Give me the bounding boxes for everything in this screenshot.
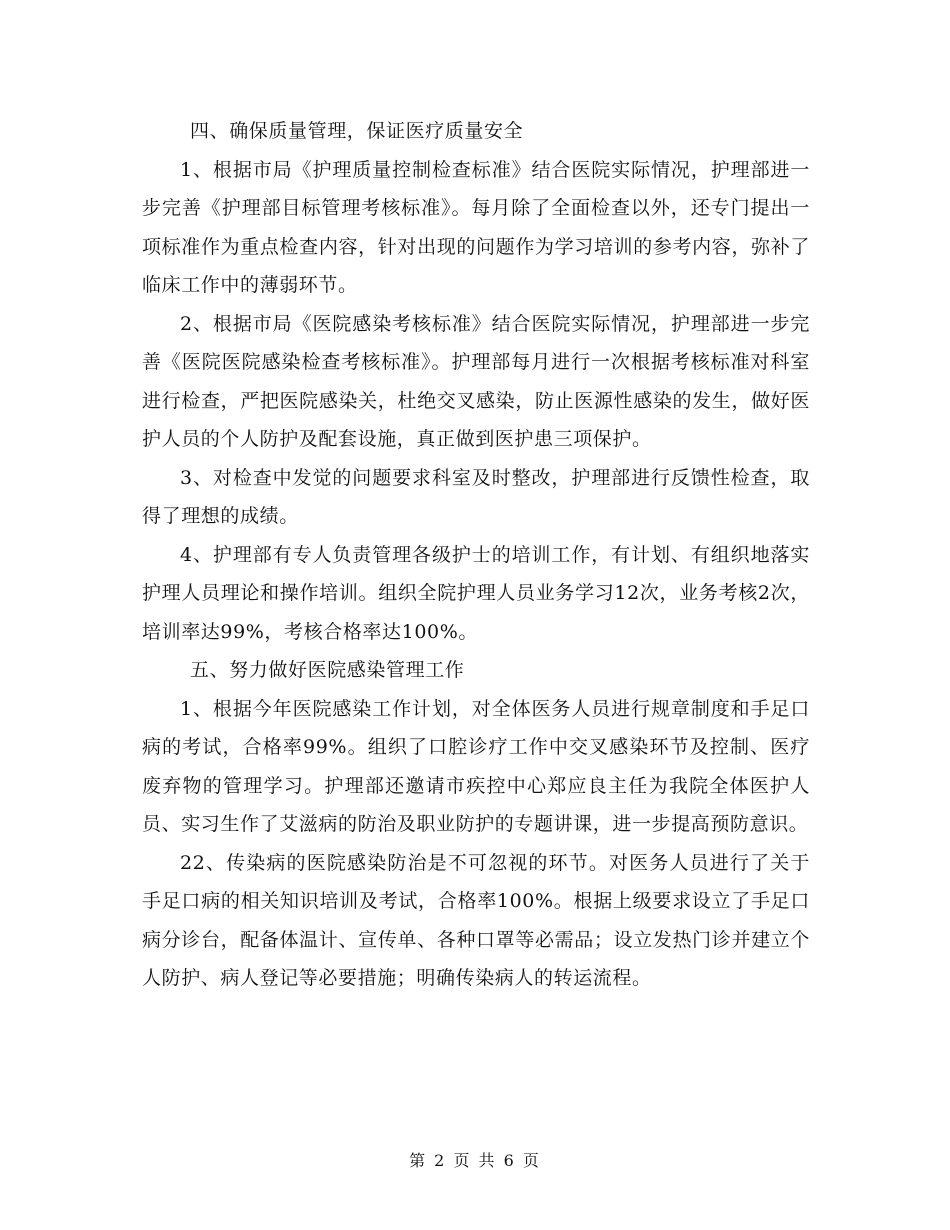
paragraph-quality-2: 2、根据市局《医院感染考核标准》结合医院实际情况，护理部进一步完善《医院医院感染检查考核标准》。护理部每月进行一次根据考核标准对科室进行检查，严把医院感染关，杜绝交叉感染，防止医源性感染的发生，做好医护人员的个人防护及配套设施，真正做到医护患三项保护。: [142, 312, 810, 450]
page-number-footer: 第 2 页 共 6 页: [409, 1151, 541, 1170]
paragraph-quality-1: 1、根据市局《护理质量控制检查标准》结合医院实际情况，护理部进一步完善《护理部目标管理考核标准》。每月除了全面检查以外，还专门提出一项标准作为重点检查内容，针对出现的问题作为学习培训的参考内容，弥补了临床工作中的薄弱环节。: [142, 158, 810, 296]
document-body: [142, 112, 810, 998]
paragraph-quality-4: 4、护理部有专人负责管理各级护士的培训工作，有计划、有组织地落实护理人员理论和操作培训。组织全院护理人员业务学习12次，业务考核2次，培训率达99%，考核合格率达100%。: [142, 543, 810, 643]
paragraph-quality-3: 3、对检查中发觉的问题要求科室及时整改，护理部进行反馈性检查，取得了理想的成绩。: [142, 466, 810, 527]
section-heading-infection: 五、努力做好医院感染管理工作: [190, 659, 465, 681]
section-heading-quality: 四、确保质量管理，保证医疗质量安全: [190, 120, 524, 142]
paragraph-infection-2: 22、传染病的医院感染防治是不可忽视的环节。对医务人员进行了关于手足口病的相关知识培训及考试，合格率100%。根据上级要求设立了手足口病分诊台，配备体温计、宣传单、各种口罩等必需品；设立发热门诊并建立个人防护、病人登记等必要措施；明确传染病人的转运流程。: [142, 851, 810, 989]
paragraph-infection-1: 1、根据今年医院感染工作计划，对全体医务人员进行规章制度和手足口病的考试，合格率99%。组织了口腔诊疗工作中交叉感染环节及控制、医疗废弃物的管理学习。护理部还邀请市疾控中心郑应良主任为我院全体医护人员、实习生作了艾滋病的防治及职业防护的专题讲课，进一步提高预防意识。: [142, 697, 810, 835]
